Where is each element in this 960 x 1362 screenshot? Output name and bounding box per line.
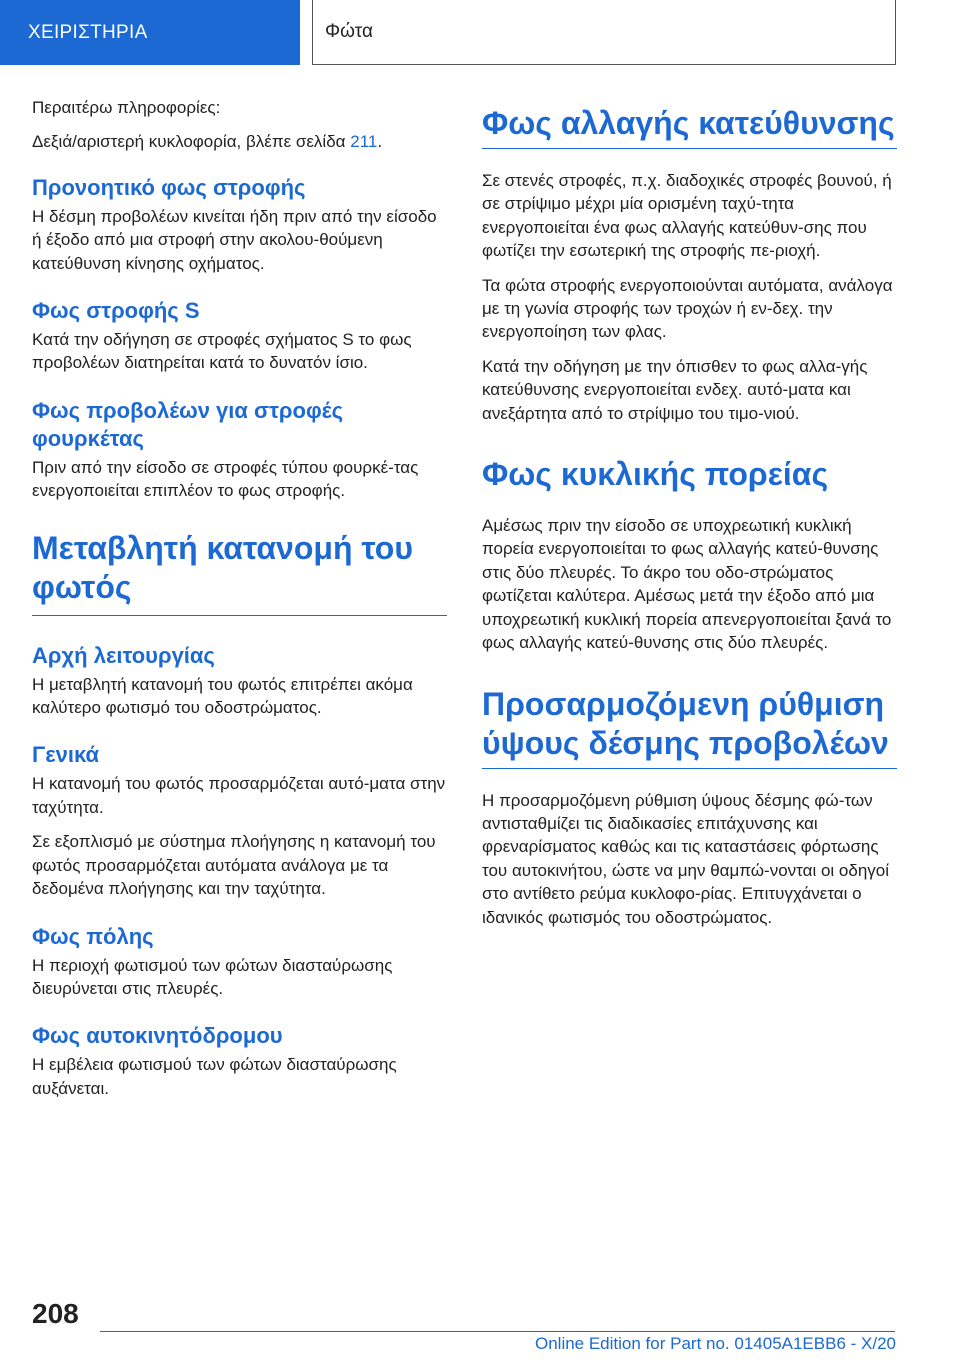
right-column <box>482 96 897 940</box>
paragraph-general-1: Η κατανομή του φωτός προσαρμόζεται αυτό-ματα στην ταχύτητα. <box>32 774 446 817</box>
paragraph-roundabout-light: Αμέσως πριν την είσοδο σε υποχρεωτική κυκλική πορεία ενεργοποιείται το φως αλλαγής κατεύ-θυνσης στις δύο πλευρές. Το άκρο του οδο-στρώματος φωτίζεται καλύτερα. Αμέσως μετά την έξοδο από μια υποχρεωτική κυκλική πορεία απενεργοποιείται ξανά το φως αλλαγής κατεύ-θυνσης στις δύο πλευρές. <box>482 516 892 653</box>
paragraph-turning-light-3: Κατά την οδήγηση με την όπισθεν το φως αλλα-γής κατεύθυνσης ενεργοποιείται ενδεχ. αυτό-ματα και ανεξάρτητα από το στρίψιμο του τιμο-νιού. <box>482 356 868 423</box>
heading-general: Γενικά <box>32 742 100 768</box>
paragraph-turning-light-1: Σε στενές στροφές, π.χ. διαδοχικές στροφές βουνού, ή σε στρίψιμο μέχρι μία ορισμένη ταχύ-τητα ενεργοποιείται ένα φως αλλαγής κατεύθυν-σης που φωτίζει την εσωτερική της στροφής πε-ριοχή. <box>482 171 892 261</box>
intro-reference <box>32 130 447 153</box>
footer-divider <box>100 1331 895 1332</box>
heading-roundabout-light: Φως κυκλικής πορείας <box>482 456 829 493</box>
heading-s-curve-light: Φως στροφής S <box>32 298 200 324</box>
heading-motorway-light: Φως αυτοκινητόδρομου <box>32 1023 283 1049</box>
paragraph-turning-light-2: Τα φώτα στροφής ενεργοποιούνται αυτόματα, ανάλογα με τη γωνία στροφής των τροχών ή εν-δεχ. την ενεργοποίηση των φλας. <box>482 275 893 342</box>
paragraph-general-2: Σε εξοπλισμό με σύστημα πλοήγησης η κατανομή του φωτός προσαρμόζεται αυτόματα ανάλογα με τα δεδομένα πλοήγησης και την ταχύτητα. <box>32 832 436 899</box>
paragraph-city-light: Η περιοχή φωτισμού των φώτων διασταύρωσης διευρύνεται στις πλευρές. <box>32 955 393 998</box>
heading-cornering-light: Προνοητικό φως στροφής <box>32 174 306 200</box>
left-column <box>32 96 447 1111</box>
paragraph-principle: Η μεταβλητή κατανομή του φωτός επιτρέπει ακόμα καλύτερο φωτισμό του οδοστρώματος. <box>32 674 413 718</box>
paragraph-cornering-light: Η δέσμη προβολέων κινείται ήδη πριν από την είσοδο ή έξοδο από μια στροφή στην ακολου-θούμενη κατεύθυνση κίνησης οχήματος. <box>32 206 437 273</box>
paragraph-headlight-leveling: Η προσαρμοζόμενη ρύθμιση ύψους δέσμης φώ-των αντισταθμίζει τις διαδικασίες επιτάχυνσης και φρεναρίσματος καθώς και τις καταστάσεις φόρτωσης του αυτοκινήτου, ώστε να μην θαμπώ-νονται οι οδηγοί στο αντίθετο ρεύμα κυκλοφο-ρίας. Επιτυγχάνεται ο ιδανικός φωτισμός του οδοστρώματος. <box>482 790 890 927</box>
page-reference-link[interactable]: 211 <box>350 132 378 152</box>
page-number: 208 <box>32 1298 79 1329</box>
section-divider <box>32 615 447 616</box>
heading-headlight-leveling: Προσαρμοζόμενη ρύθμιση ύψους δέσμης προβολέων <box>482 685 889 761</box>
heading-turning-light: Φως αλλαγής κατεύθυνσης <box>482 105 895 141</box>
section-divider <box>482 768 897 769</box>
paragraph-motorway-light: Η εμβέλεια φωτισμού των φώτων διασταύρωσης αυξάνεται. <box>32 1055 397 1098</box>
chapter-header <box>312 0 896 65</box>
paragraph-s-curve-light: Κατά την οδήγηση σε στροφές σχήματος S το φως προβολέων διατηρείται κατά το δυνατόν ίσιο. <box>32 330 412 373</box>
heading-city-light: Φως πόλης <box>32 923 154 949</box>
section-title: ΧΕΙΡΙΣΤΗΡΙΑ <box>28 21 148 43</box>
intro-line: Περαιτέρω πληροφορίες: <box>32 98 221 117</box>
reference-end: . <box>377 132 383 152</box>
section-divider <box>482 148 897 149</box>
section-header <box>0 0 300 65</box>
reference-text: Δεξιά/αριστερή κυκλοφορία, βλέπε σελίδα <box>32 132 351 152</box>
heading-principle: Αρχή λειτουργίας <box>32 642 215 668</box>
paragraph-hairpin-light: Πριν από την είσοδο σε στροφές τύπου φουρκέ-τας ενεργοποιείται επιπλέον το φως στροφής. <box>32 457 419 501</box>
heading-variable-light-distribution: Μεταβλητή κατανομή του φωτός <box>32 529 413 605</box>
edition-info: Online Edition for Part no. 01405A1EBB6 - X/20 <box>534 1334 896 1353</box>
heading-hairpin-light: Φως προβολέων για στροφές φουρκέτας <box>32 397 344 451</box>
chapter-title: Φώτα <box>325 21 373 42</box>
